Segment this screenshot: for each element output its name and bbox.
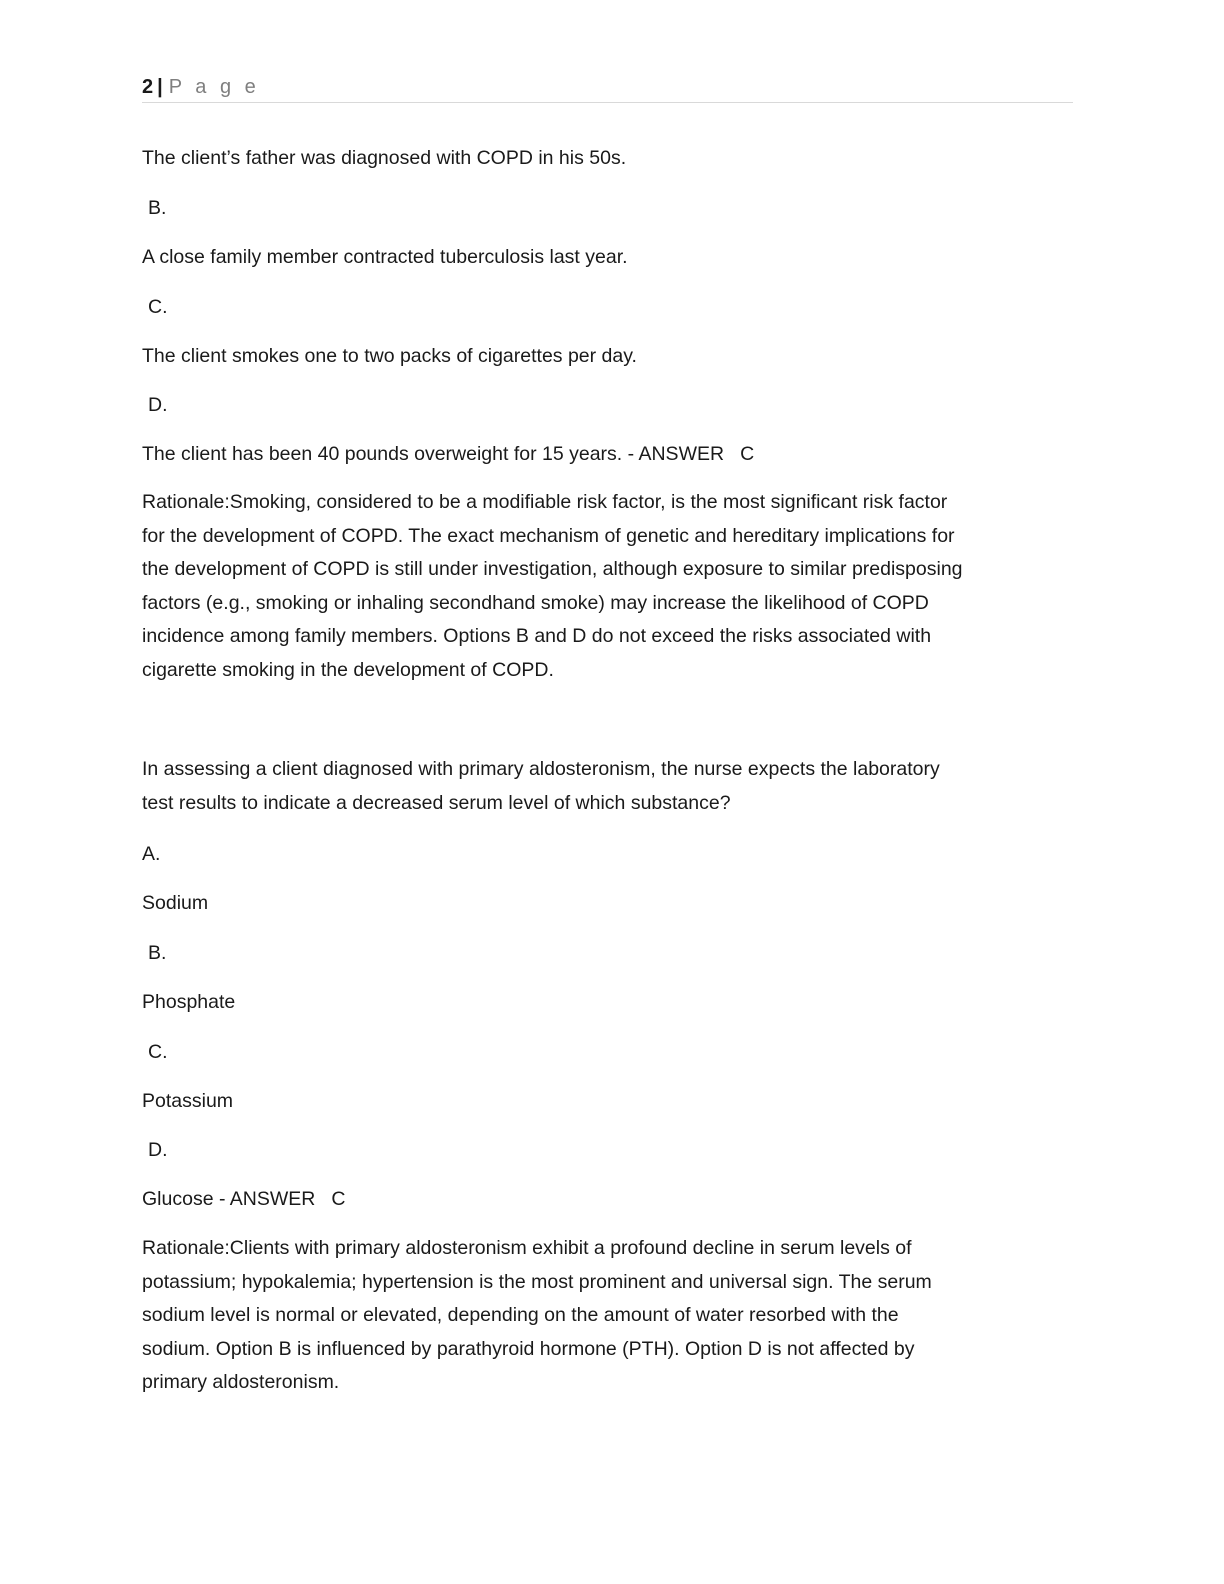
q1-answer-line [142,442,1082,466]
q2-option-b-text: Phosphate [142,991,236,1013]
q2-rationale-line: Rationale:Clients with primary aldosteronism exhibit a profound decline in serum levels of [142,1237,912,1259]
q2-rationale-line: primary aldosteronism. [142,1371,340,1394]
q2-question [142,753,1072,820]
q1-rationale-line: for the development of COPD. The exact mechanism of genetic and hereditary implications for [142,524,955,547]
q2-option-b-letter: B. [148,942,167,964]
q1-rationale-line: the development of COPD is still under investigation, although exposure to similar predisposing [142,558,963,581]
q2-option-c-text: Potassium [142,1090,234,1112]
q1-option-d-letter: D. [148,394,168,416]
q2-option-c-letter: C. [148,1041,168,1063]
q2-rationale-line: sodium. Option B is influenced by parathyroid hormone (PTH). Option D is not affected by [142,1337,915,1360]
q1-rationale [142,486,1072,688]
q2-option-d-letter: D. [148,1139,168,1161]
q2-rationale-line: sodium level is normal or elevated, depending on the amount of water resorbed with the [142,1304,899,1327]
q1-rationale-line: Rationale:Smoking, considered to be a modifiable risk factor, is the most significant risk factor [142,491,948,513]
q2-option-a-letter: A. [142,843,161,865]
q1-rationale-line: incidence among family members. Options B and D do not exceed the risks associated with [142,625,932,648]
page-header [142,72,1073,103]
q2-answer: C [331,1188,346,1210]
q2-rationale [142,1232,1072,1400]
q2-rationale-line: potassium; hypokalemia; hypertension is the most prominent and universal sign. The serum [142,1270,932,1293]
q1-rationale-line: cigarette smoking in the development of COPD. [142,658,554,681]
q1-option-b-text: A close family member contracted tuberculosis last year. [142,246,628,268]
q1-answer: C [740,443,755,465]
q2-option-d-text: Glucose - ANSWER [142,1188,316,1210]
page-label: P a g e [168,76,260,98]
q2-answer-line [142,1187,1082,1211]
q1-option-c-letter: C. [148,296,168,318]
q1-option-d-text: The client has been 40 pounds overweight for 15 years. - ANSWER [142,443,725,465]
q2-option-a-text: Sodium [142,892,209,914]
q2-question-line: test results to indicate a decreased serum level of which substance? [142,791,731,814]
q2-question-line: In assessing a client diagnosed with primary aldosteronism, the nurse expects the laboratory [142,758,940,780]
q1-rationale-line: factors (e.g., smoking or inhaling secondhand smoke) may increase the likelihood of COPD [142,591,929,614]
page-separator: | [157,76,163,98]
q1-option-b-letter: B. [148,197,167,219]
q1-option-a-text: The client’s father was diagnosed with COPD in his 50s. [142,147,627,169]
q1-option-c-text: The client smokes one to two packs of cigarettes per day. [142,345,637,367]
page-number: 2 [142,76,154,98]
